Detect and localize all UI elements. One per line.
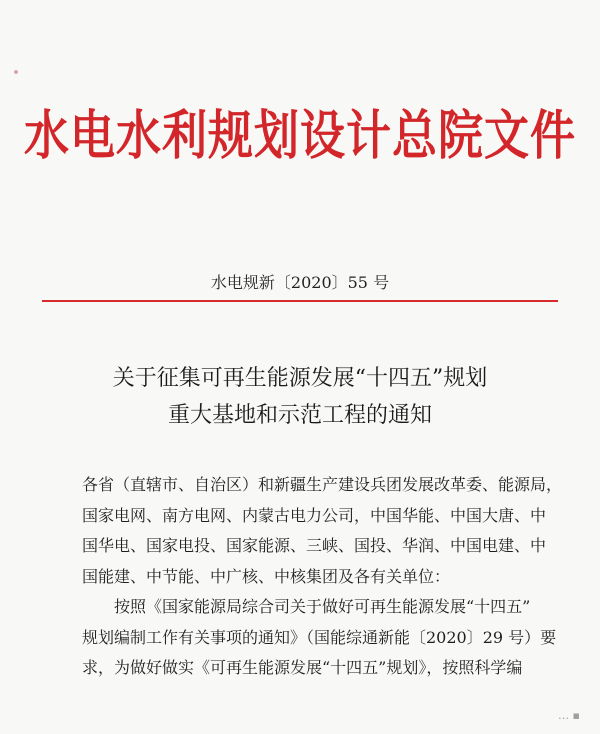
scan-mark bbox=[14, 70, 18, 74]
document-number: 水电规新〔2020〕55 号 bbox=[210, 273, 390, 292]
notice-title-line-1: 关于征集可再生能源发展“十四五”规划 bbox=[112, 366, 488, 391]
recipients-line-2: 国家电网、南方电网、内蒙古电力公司，中国华能、中国大唐、中 bbox=[82, 505, 547, 525]
notice-title-line-2: 重大基地和示范工程的通知 bbox=[167, 403, 432, 428]
paragraph-1-line-3: 求，为做好做实《可再生能源发展“十四五”规划》，按照科学编 bbox=[82, 658, 523, 677]
notice-title bbox=[70, 360, 530, 434]
recipients-line-4: 国能建、中节能、中广核、中核集团及各有关单位： bbox=[82, 566, 451, 586]
watermark: … ▪ bbox=[558, 709, 580, 722]
recipients-line-3: 国华电、国家电投、国家能源、三峡、国投、华润、中国电建、中 bbox=[82, 536, 547, 555]
paragraph-1-line-2: 规划编制工作有关事项的通知》（国能综通新能〔2020〕29 号）要 bbox=[82, 627, 557, 647]
issuer-header: 水电水利规划设计总院文件 bbox=[23, 103, 576, 167]
red-divider bbox=[42, 300, 558, 302]
notice-body bbox=[82, 470, 572, 684]
recipients-line-1: 各省（直辖市、自治区）和新疆生产建设兵团发展改革委、能源局， bbox=[82, 475, 563, 494]
paragraph-1-line-1: 按照《国家能源局综合司关于做好可再生能源发展“十四五” bbox=[114, 597, 531, 616]
